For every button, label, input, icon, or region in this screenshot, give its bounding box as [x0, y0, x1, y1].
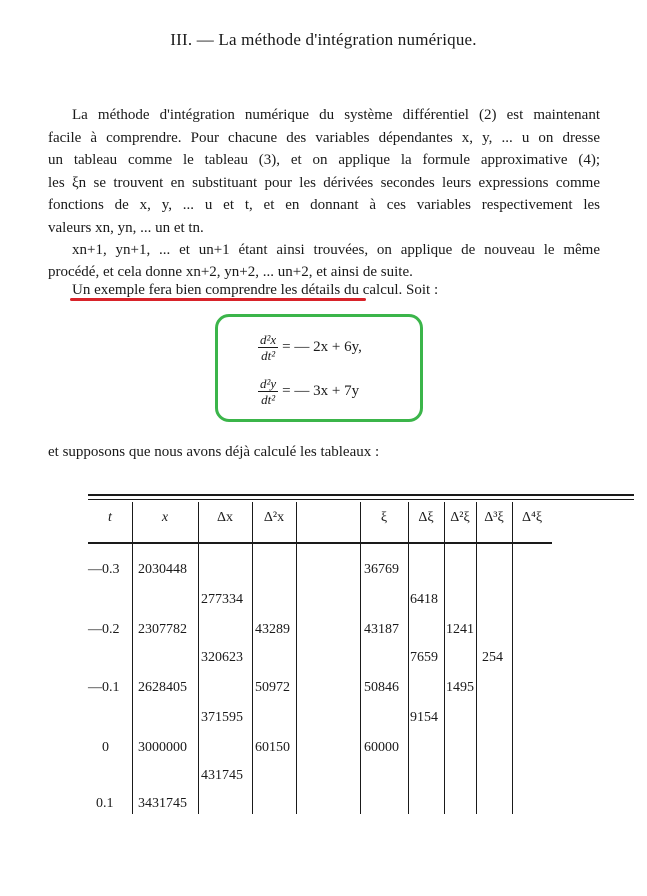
- header-rule: [252, 542, 296, 544]
- column-divider: [444, 502, 445, 814]
- xi-value: 36769: [364, 562, 399, 577]
- column-divider: [512, 502, 513, 814]
- header-rule: [444, 542, 476, 544]
- delta2-x-value: 43289: [255, 622, 290, 637]
- t-value: 0: [102, 740, 109, 755]
- delta-x-value: 277334: [201, 592, 243, 607]
- header-delta-x: Δx: [216, 510, 233, 525]
- column-divider: [296, 502, 297, 814]
- header-delta3-xi: Δ³ξ: [484, 510, 504, 525]
- page-title: III. — La méthode d'intégration numérique.: [170, 30, 477, 49]
- red-underline-annotation: [70, 298, 366, 301]
- t-value: —0.2: [88, 622, 120, 637]
- column-divider: [360, 502, 361, 814]
- delta-x-value: 431745: [201, 768, 243, 783]
- header-rule: [476, 542, 512, 544]
- text-line: xn+1, yn+1, ... et un+1 étant ainsi trouvées, on applique de nouveau le même: [72, 242, 600, 258]
- header-delta2-x: Δ²x: [263, 510, 285, 525]
- equation-2: [258, 371, 359, 411]
- text-line: facile à comprendre. Pour chacune des variables dépendantes x, y, ... u on dresse: [48, 129, 600, 146]
- delta2-xi-value: 1495: [446, 680, 474, 695]
- delta-x-value: 320623: [201, 650, 243, 665]
- header-rule: [360, 542, 408, 544]
- table-intro-text: et supposons que nous avons déjà calculé les tableaux :: [48, 444, 380, 460]
- equation-rhs: = — 3x + 7y: [282, 382, 360, 399]
- paragraph-1: [48, 104, 600, 217]
- header-rule: [296, 542, 360, 544]
- t-value: 0.1: [96, 796, 114, 811]
- delta-xi-value: 9154: [410, 710, 438, 725]
- xi-value: 50846: [364, 680, 399, 695]
- text-line: fonctions de x, y, ... u et t, et en donnant à ces variables respectivement les: [48, 197, 600, 214]
- header-xi: ξ: [380, 510, 388, 525]
- header-rule: [512, 542, 552, 544]
- column-divider: [252, 502, 253, 814]
- delta2-x-value: 60150: [255, 740, 290, 755]
- table-top-rule: [88, 494, 634, 496]
- column-divider: [198, 502, 199, 814]
- text-line: La méthode d'intégration numérique du système différentiel (2) est maintenant: [72, 107, 600, 123]
- x-value: 2030448: [138, 562, 187, 577]
- header-delta2-xi: Δ²ξ: [450, 510, 470, 525]
- t-value: —0.3: [88, 562, 120, 577]
- paragraph-2: [48, 239, 600, 262]
- column-divider: [476, 502, 477, 814]
- fraction-denominator: dt²: [261, 347, 276, 363]
- header-x: x: [161, 510, 169, 525]
- delta-xi-value: 7659: [410, 650, 438, 665]
- delta2-x-value: 50972: [255, 680, 290, 695]
- equation-box: [215, 314, 423, 422]
- delta2-xi-value: 1241: [446, 622, 474, 637]
- fraction-numerator: d²y: [260, 375, 277, 391]
- equation-rhs: = — 2x + 6y,: [282, 338, 362, 355]
- x-value: 2307782: [138, 622, 187, 637]
- delta-x-value: 371595: [201, 710, 243, 725]
- fraction-denominator: dt²: [261, 391, 276, 407]
- xi-value: 60000: [364, 740, 399, 755]
- text-line: valeurs xn, yn, ... un et tn.: [48, 220, 204, 236]
- header-t: t: [108, 510, 112, 525]
- equation-1: [258, 327, 362, 367]
- delta3-xi-value: 254: [482, 650, 503, 665]
- header-rule: [132, 542, 198, 544]
- column-divider: [408, 502, 409, 814]
- fraction: [258, 376, 278, 407]
- header-rule: [88, 542, 132, 544]
- header-rule: [198, 542, 252, 544]
- text-line: Un exemple fera bien comprendre les détails du calcul. Soit :: [72, 282, 439, 298]
- x-value: 2628405: [138, 680, 187, 695]
- header-rule: [408, 542, 444, 544]
- delta-xi-value: 6418: [410, 592, 438, 607]
- text-line: procédé, et cela donne xn+2, yn+2, ... un+2, et ainsi de suite.: [48, 264, 413, 280]
- x-value: 3431745: [138, 796, 187, 811]
- header-delta4-xi: Δ⁴ξ: [521, 510, 543, 525]
- paragraph-1-end: [48, 217, 600, 240]
- x-value: 3000000: [138, 740, 187, 755]
- text-line: un tableau comme le tableau (3), et on applique la formule approximative (4);: [48, 152, 600, 169]
- fraction: [258, 332, 278, 363]
- difference-table: [88, 494, 634, 814]
- t-value: —0.1: [88, 680, 120, 695]
- fraction-numerator: d²x: [260, 331, 277, 347]
- header-delta-xi: Δξ: [418, 510, 434, 525]
- column-divider: [132, 502, 133, 814]
- text-line: les ξn se trouvent en substituant pour les dérivées secondes leurs expressions comme: [48, 174, 600, 191]
- xi-value: 43187: [364, 622, 399, 637]
- table-top-rule-thin: [88, 499, 634, 500]
